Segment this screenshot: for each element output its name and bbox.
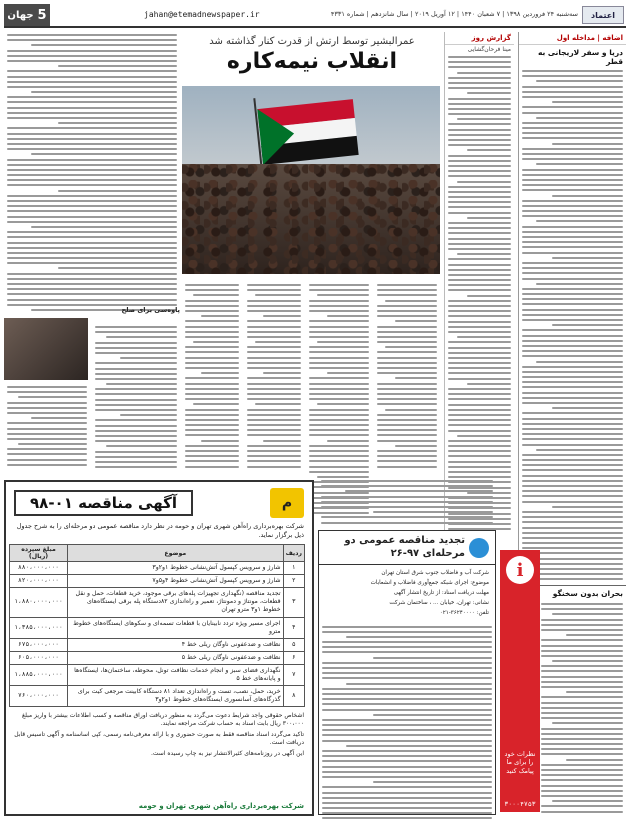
tender-row xyxy=(10,651,305,664)
bottom-column-block xyxy=(538,585,626,815)
story-column-1 xyxy=(374,282,440,472)
tender-note: تاکید می‌گردد اسناد مناقصه فقط به صورت حضوری و با ارائه معرفی‌نامه رسمی، کپی اساسنامه و آگهی تاسیس قابل دریافت است. xyxy=(14,730,304,747)
tender-row-amount: ۱،۳۸۵،۰۰۰،۰۰۰ xyxy=(10,617,68,638)
page-number: 5 xyxy=(37,7,47,23)
far-left-column xyxy=(4,32,180,312)
tender-title: آگهی مناقصه ۰۱-۹۸ xyxy=(14,490,193,516)
far-left-column-2 xyxy=(92,316,180,474)
ad2-line: تلفن: ۳۶۲۴۰۰۰۰-۰۲۱ xyxy=(439,610,489,617)
tender-row xyxy=(10,664,305,685)
tender-row xyxy=(10,685,305,706)
ad2-fine-print xyxy=(319,624,495,820)
column-kicker: اضافه | مداخله اول xyxy=(519,32,626,45)
sudan-flag xyxy=(257,99,358,165)
crowd xyxy=(182,164,440,274)
tender-row xyxy=(10,588,305,617)
dateline: سه‌شنبه ۲۴ فروردین ۱۳۹۸ | ۷ شعبان ۱۴۴۰ | ۱۲ آوریل ۲۰۱۹ | سال شانزدهم | شماره ۴۳۳۱ xyxy=(330,10,578,18)
section-name: جهان xyxy=(7,9,34,21)
protest-photo xyxy=(182,86,440,274)
tender-row xyxy=(10,562,305,575)
mid-column xyxy=(318,478,496,526)
tender-row-subject: شارژ و سرویس کپسول آتش‌نشانی خطوط ۱و۲و۳ xyxy=(68,562,284,575)
tender-row-number: ۸ xyxy=(283,685,304,706)
ad2-body xyxy=(319,565,495,624)
sms-feedback-ad xyxy=(500,550,540,812)
column-text xyxy=(519,68,626,580)
info-icon: i xyxy=(506,556,534,584)
tender-col-amount: مبلغ سپرده (ریال) xyxy=(10,545,68,562)
page-number-box xyxy=(4,4,50,26)
tender-table xyxy=(9,544,305,707)
sms-code[interactable]: ۳۰۰۰۴۷۵۳ xyxy=(504,800,536,808)
main-headline-block xyxy=(182,36,442,74)
tender-row-number: ۳ xyxy=(283,588,304,617)
tender-row-amount: ۱،۸۸۰،۰۰۰،۰۰۰ xyxy=(10,588,68,617)
tender-row-subject: خرید، حمل، نصب، تست و راه‌اندازی تعداد ۸۱ دستگاه کابینت مرجعی کیت برای گذرگاه‌های آسانسوری ایستگاه‌های خطوط ۱و۲و۳ xyxy=(68,685,284,706)
water-logo-icon xyxy=(469,538,489,558)
tender-row-amount: ۸۲۰،۰۰۰،۰۰۰ xyxy=(10,575,68,588)
tender-notes xyxy=(6,709,312,763)
story-column-3 xyxy=(244,282,304,474)
tender-row-subject: تجدید مناقصه (نگهداری تجهیزات پله‌های برقی موجود، خرید قطعات، حمل و نقل قطعات، مونتاژ و دمونتاژ، تعمیر و راه‌اندازی ۸۲دستگاه پله برقی ایستگاه‌های خطوط ۱و۳ مترو تهران xyxy=(68,588,284,617)
ad2-title: تجدید مناقصه عمومی دو مرحله‌ای ۹۷-۲۶ xyxy=(344,535,465,559)
caption-peace: پاوه‌سی برای صلح xyxy=(121,306,180,314)
water-company-ad xyxy=(318,530,496,815)
main-supertitle: عمرالبشیر توسط ارتش از قدرت کنار گذاشته شد xyxy=(209,36,415,47)
main-title[interactable]: انقلاب نیمه‌کاره xyxy=(226,49,398,74)
ad2-line: مهلت دریافت اسناد: از تاریخ انتشار آگهی xyxy=(393,590,489,597)
tender-row-number: ۷ xyxy=(283,664,304,685)
tender-col-subject: موضوع xyxy=(68,545,284,562)
ad2-line: موضوع: اجرای شبکه جمع‌آوری فاضلاب و انشعابات xyxy=(370,580,489,587)
tender-row-subject: نظافت و ضدعفونی ناوگان ریلی خط ۴ xyxy=(68,638,284,651)
tender-col-row: ردیف xyxy=(283,545,304,562)
ad2-line: شرکت آب و فاضلاب جنوب شرق استان تهران xyxy=(381,570,489,576)
pope-photo xyxy=(4,318,88,380)
tender-notice-ad xyxy=(4,480,314,816)
tender-note: اشخاص حقوقی واجد شرایط دعوت می‌گردد به منظور دریافت اوراق مناقصه و کسب اطلاعات بیشتر با واریز مبلغ ۳۰۰،۰۰۰ ریال بابت اسناد به حساب شرکت مراجعه نمایند. xyxy=(21,712,304,728)
tender-row xyxy=(10,575,305,588)
report-text xyxy=(445,54,514,532)
left-news-column xyxy=(518,32,626,580)
report-byline: مینا فرحان‌گشایی xyxy=(467,46,511,53)
newspaper-logo: اعتماد xyxy=(582,6,624,24)
tender-row-number: ۱ xyxy=(283,562,304,575)
tender-note: این آگهی در روزنامه‌های کثیرالانتشار نیز به چاپ رسیده است. xyxy=(150,749,304,757)
column-headline: دریا و سفر لاریجانی به قطر xyxy=(537,48,623,66)
tender-row xyxy=(10,617,305,638)
tender-intro: شرکت بهره‌برداری راه‌آهن شهری تهران و حومه در نظر دارد مناقصه عمومی دو مرحله‌ای را به شرح جدول ذیل برگزار نماید. xyxy=(16,522,304,540)
report-column xyxy=(444,32,514,532)
bottom-column-text xyxy=(538,601,626,815)
tender-row-amount: ۸۸۰،۰۰۰،۰۰۰ xyxy=(10,562,68,575)
sms-feedback-text: نظرات خود را برای ما پیامک کنید xyxy=(504,750,536,775)
far-left-column-3 xyxy=(4,384,90,474)
tender-row-number: ۲ xyxy=(283,575,304,588)
tender-row xyxy=(10,638,305,651)
tender-row-subject: نگهداری فضای سبز و انجام خدمات نظافت تونل، محوطه، ساختمان‌ها، ایستگاه‌ها و پایانه‌های خط ۵ xyxy=(68,664,284,685)
site-email[interactable]: jahan@etemadnewspaper.ir xyxy=(144,10,260,19)
tender-row-amount: ۱،۸۸۵،۰۰۰،۰۰۰ xyxy=(10,664,68,685)
page-header xyxy=(4,4,626,28)
bottom-column-title: بحران بدون سخنگو xyxy=(552,589,623,598)
metro-logo-icon: م xyxy=(270,488,304,518)
tender-row-number: ۵ xyxy=(283,638,304,651)
tender-footer: شرکت بهره‌برداری راه‌آهن شهری تهران و حومه xyxy=(138,802,304,810)
tender-row-subject: نظافت و ضدعفونی ناوگان ریلی خط ۵ xyxy=(68,651,284,664)
report-kicker: گزارش روز xyxy=(445,32,514,45)
story-column-4 xyxy=(182,282,242,474)
tender-row-amount: ۶۷۵،۰۰۰،۰۰۰ xyxy=(10,638,68,651)
tender-row-number: ۴ xyxy=(283,617,304,638)
tender-row-subject: شارژ و سرویس کپسول آتش‌نشانی خطوط ۴و۵و۷ xyxy=(68,575,284,588)
tender-row-subject: اجرای مسیر ویژه تردد نابینایان با قطعات تسمه‌ای و سکوهای ایستگاه‌های خطوط مترو xyxy=(68,617,284,638)
tender-row-number: ۶ xyxy=(283,651,304,664)
tender-row-amount: ۷۶۰،۰۰۰،۰۰۰ xyxy=(10,685,68,706)
tender-row-amount: ۶۰۵،۰۰۰،۰۰۰ xyxy=(10,651,68,664)
ad2-line: نشانی: تهران، خیابان ... ، ساختمان شرکت xyxy=(389,600,489,607)
